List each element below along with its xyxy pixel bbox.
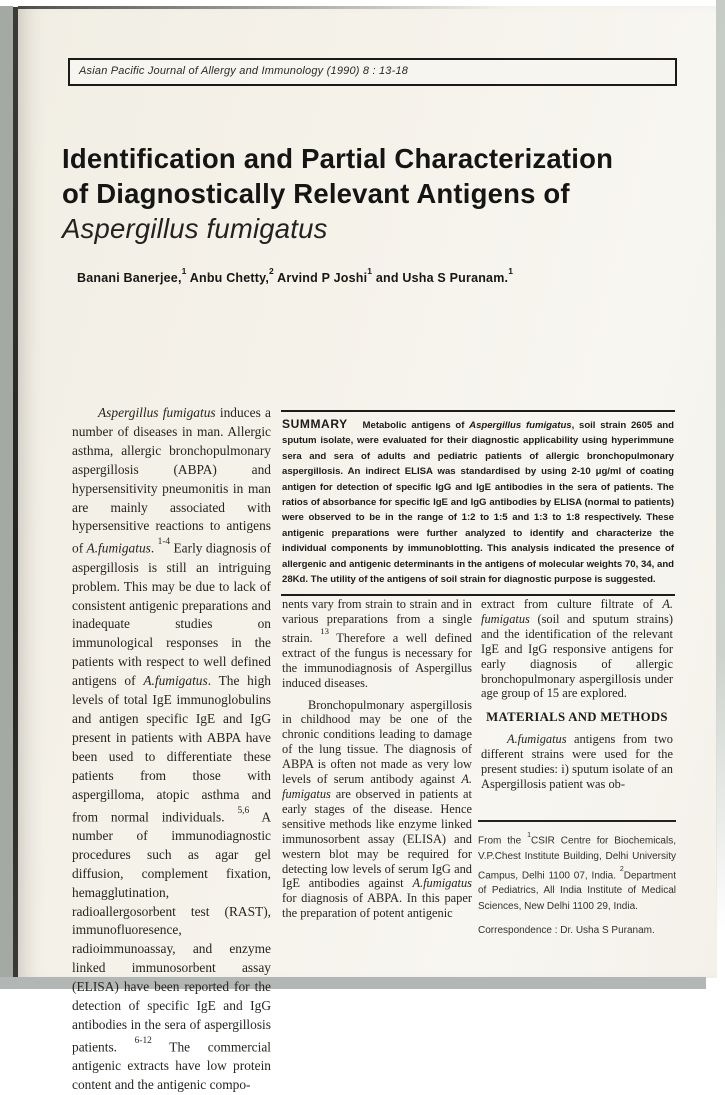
body-paragraph: A.fumigatus antigens from two different strains were used for the present studies: i) sputum isolate of an Aspergillosis patient was ob-	[481, 732, 673, 791]
journal-citation: Asian Pacific Journal of Allergy and Immunology (1990) 8 : 13-18	[79, 65, 409, 77]
correspondence-note: Correspondence : Dr. Usha S Puranam.	[478, 924, 655, 936]
footnote-divider	[478, 820, 676, 822]
body-paragraph: Bronchopulmonary aspergillosis in childhood may be one of the chronic conditions leading to damage of the lung tissue. The diagnosis of ABPA is often not made as very low levels of serum antibody against A. fumigatus are observed in patients at early stages of the disease. Hence sensitive methods like enzyme linked immunosorbent assay (ELISA) and western blot may be required for detecting low levels of serum IgG and IgE antibodies against A.fumigatus for diagnosis of ABPA. In this paper the preparation of potent antigenic	[282, 697, 472, 921]
summary-panel	[281, 410, 675, 596]
summary-text: Metabolic antigens of Aspergillus fumigatus, soil strain 2605 and sputum isolate, were evaluated for their diagnostic applicability using hyperimmune sera and sera of adults and pediatric patients of allergic bronchopulmonary aspergillosis. An indirect ELISA was standardised by using 2-10 μg/ml of coating antigen for detection of specific IgG and IgE antibodies in the sera of patients. The ratios of absorbance for specific IgE and IgG antibodies by ELISA (normal to patients) were observed to be in the range of 1:2 to 1:5 and 1:3 to 1:8 respectively. These antigenic preparations were further analyzed to identify and characterize the individual components by immunoblotting. This analysis indicated the presence of allergenic and antigenic determinants in the antigens of molecular weights 70, 34, and 28Kd. The utility of the antigens of soil strain for diagnostic purpose is suggested.	[282, 420, 674, 586]
authors-line: Banani Banerjee,$^1$ Anbu Chetty,$^2$ Arvind P Joshi$^1$ and Usha S Puranam.$^1$	[77, 265, 514, 286]
title-species-name: Aspergillus fumigatus	[62, 213, 328, 244]
right-column	[481, 597, 673, 792]
middle-column	[282, 597, 472, 921]
summary-paragraph	[282, 417, 674, 587]
scan-edge-strip	[0, 6, 13, 988]
summary-label: SUMMARY	[282, 417, 348, 431]
title-line-2: of Diagnostically Relevant Antigens of	[62, 178, 570, 209]
journal-citation-box	[68, 58, 677, 86]
page-spine-shadow	[13, 7, 18, 978]
article-title	[62, 141, 672, 246]
intro-column	[72, 404, 271, 1095]
scan-right-edge	[716, 0, 725, 935]
body-paragraph: extract from culture filtrate of A. fumigatus (soil and sputum strains) and the identification of the relevant IgE and IgG responsive antigens for early diagnosis of allergic bronchopulmonary aspergillosis under age group of 15 are explored.	[481, 597, 673, 701]
section-heading-materials-methods: MATERIALS AND METHODS	[486, 710, 668, 725]
body-paragraph: Aspergillus fumigatus induces a number of diseases in man. Allergic asthma, allergic bronchopulmonary aspergillosis (ABPA) and hypersensitivity pneumonitis in man are mainly associated with hypersensitive reactions to antigens of A.fumigatus. $^{1-4}$ Early diagnosis of aspergillosis is still an intriguing problem. This may be due to lack of consistent antigenic preparations and inadequate studies on immunological responses in the patients with respect to well defined antigens of A.fumigatus. The high levels of total IgE immunoglobulins and antigen specific IgE and IgG present in patients with ABPA have been used to differentiate these patients from those with aspergilloma, atopic asthma and from normal individuals. $^{5,6}$ A number of immunodiagnostic procedures such as agar gel diffusion, complement fixation, hemagglutination, radioallergosorbent test (RAST), immunofluoresence, radioimmunoassay, and enzyme linked immunosorbent assay (ELISA) have been reported for the detection of specific IgE and IgG antibodies in the sera of aspergillosis patients. $^{6-12}$ The commercial antigenic extracts have low protein content and the antigenic compo-	[72, 405, 271, 1093]
title-line-1: Identification and Partial Characterization	[62, 143, 614, 174]
affiliations-footnote: From the $^1$CSIR Centre for Biochemicals, V.P.Chest Institute Building, Delhi University Campus, Delhi 1100 07, India. $^2$Department of Pediatrics, All India Institute of Medical Sciences, New Delhi 1100 29, India.	[478, 831, 676, 913]
body-paragraph: nents vary from strain to strain and in various preparations from a single strain. $^{13}$ Therefore a well defined extract of the fungus is necessary for the immunodiagnosis of Aspergillus induced diseases.	[282, 597, 472, 690]
affiliations-footnote-block	[478, 820, 676, 938]
